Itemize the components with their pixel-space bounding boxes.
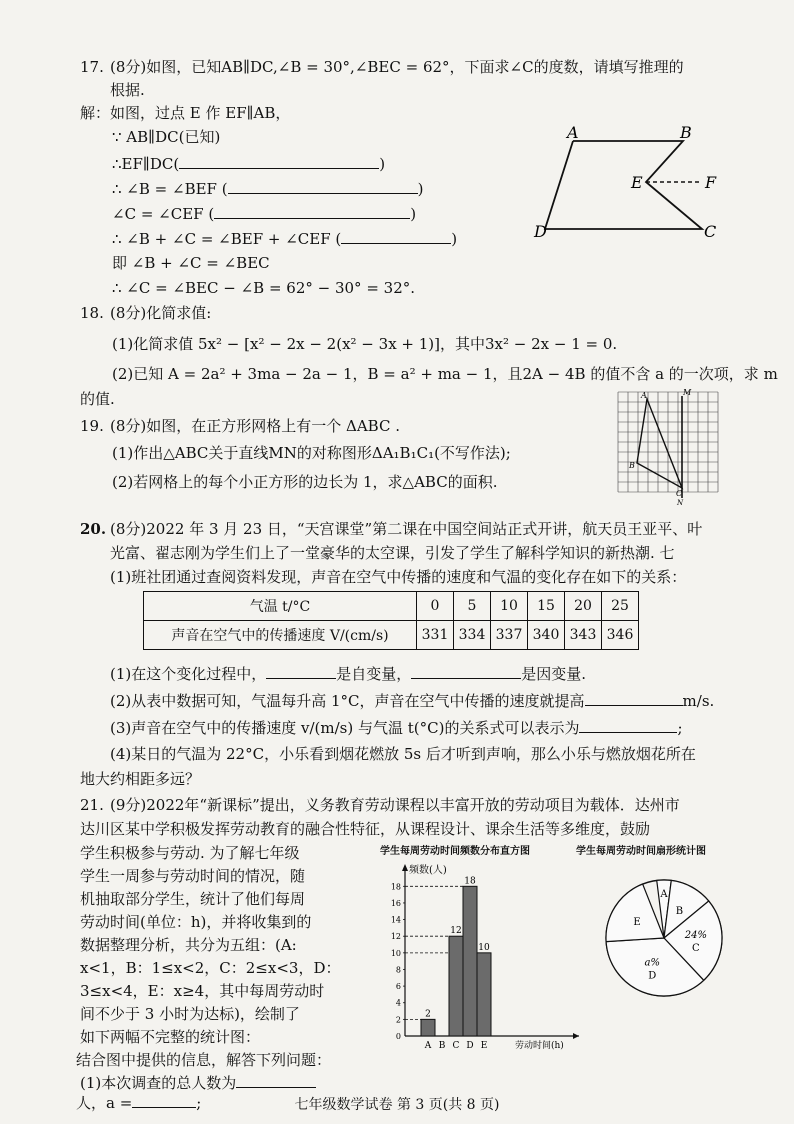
q17-label-b: B [680, 125, 692, 142]
q21-left-line-9: 如下两幅不完整的统计图： [80, 1028, 261, 1046]
q20-part1-blank-1[interactable] [266, 664, 336, 679]
pie-slice-E [606, 884, 664, 942]
y-tick-label: 10 [390, 948, 401, 958]
q17-step-4 [112, 204, 416, 224]
q19-part2: (2)若网格上的每个小正方形的边长为 1，求△ABC的面积. [112, 473, 498, 491]
q17-label-f: F [705, 173, 717, 192]
q17-step-4-text: ∠C = ∠CEF ( [112, 205, 215, 223]
q21-left-line-2: 学生一周参与劳动时间的情况，随 [80, 867, 306, 885]
q20-part1-blank-2[interactable] [411, 664, 521, 679]
y-axis-label: 频数(人) [409, 865, 447, 876]
q17-step-5 [112, 229, 457, 249]
q17-close-paren: ) [410, 205, 417, 223]
q21-question-1 [80, 1073, 316, 1093]
q19-label-m: M [683, 388, 692, 397]
q17-step-3 [112, 179, 423, 199]
q20-part2-blank[interactable] [585, 691, 683, 706]
y-tick-label: 4 [395, 998, 401, 1008]
q17-label-d: D [534, 222, 547, 240]
q21-q1-text: (1)本次调查的总人数为 [80, 1074, 237, 1092]
q20-intro: (8分)2022 年 3 月 23 日，“天宫课堂”第二课在中国空间站正式开讲，航天员王亚平、叶 [110, 520, 703, 538]
q17-step-5-text: ∴ ∠B + ∠C = ∠BEF + ∠CEF ( [112, 230, 342, 248]
q17-step-2-text: ∴EF∥DC( [112, 155, 180, 173]
q21-left-line-5: 数据整理分析，共分为五组：(A: [80, 936, 297, 954]
x-axis-label: 劳动时间(h) [515, 1041, 564, 1051]
bar-C [449, 936, 463, 1036]
q17-close-paren: ) [451, 230, 458, 248]
q17-label-c: C [704, 222, 717, 240]
x-tick-label: E [480, 1041, 488, 1051]
pie-slice-label: E [633, 916, 641, 928]
y-tick-label: 2 [395, 1015, 401, 1025]
q20-part3-text: (3)声音在空气中的传播速度 v/(m/s) 与气温 t(°C)的关系式可以表示为 [110, 719, 580, 737]
bar-A [421, 1019, 435, 1036]
q19-number: 19. [80, 417, 104, 435]
q20-part1 [110, 664, 586, 684]
q21-q1-text-b: 人，a = [76, 1094, 133, 1112]
q21-left-line-10: 结合图中提供的信息，解答下列问题： [76, 1051, 332, 1069]
q20-intro-2: 光富、翟志刚为学生们上了一堂豪华的太空课，引发了学生了解科学知识的新热潮. 七 [110, 544, 675, 562]
x-axis-arrow [573, 1033, 579, 1039]
q17-step-4-blank[interactable] [214, 204, 410, 219]
y-tick-label: 0 [395, 1032, 401, 1041]
bar-value-label: 18 [464, 876, 476, 887]
q17-step-5-blank[interactable] [341, 229, 451, 244]
q21-left-line-7: 3≤x<4，E：x≥4，其中每周劳动时 [80, 982, 325, 1000]
q19-triangle-abc [637, 399, 682, 488]
q19-grid [618, 392, 718, 492]
x-tick-label: B [438, 1041, 446, 1051]
q17-label-e: E [631, 173, 643, 192]
q20-part1-text-a: (1)在这个变化过程中， [110, 665, 267, 683]
table-header-temperature: 气温 t/°C [144, 592, 417, 621]
table-cell: 25 [602, 592, 639, 621]
q17-figure-outline [545, 141, 702, 229]
y-axis-arrow [402, 864, 408, 871]
q17-solution-intro: 解：如图，过点 E 作 EF∥AB， [80, 104, 291, 122]
q19-label-n: N [677, 499, 684, 506]
y-tick-label: 14 [390, 915, 401, 925]
table-cell: 337 [491, 621, 528, 650]
q18-part1: (1)化简求值 5x² − [x² − 2x − 2(x² − 3x + 1)]，其中3x² − 2x − 1 = 0. [112, 335, 618, 353]
q20-part2 [110, 691, 714, 711]
q20-number: 20. [80, 520, 107, 538]
q17-step-2 [112, 154, 385, 174]
q20-part3-end: ; [677, 719, 683, 737]
table-cell: 20 [565, 592, 602, 621]
q20-part2-text: (2)从表中数据可知，气温每升高 1°C，声音在空气中传播的速度就提高 [110, 692, 585, 710]
q20-part1-text-c: 是因变量. [521, 665, 587, 683]
q20-part4-cont: 地大约相距多远？ [80, 770, 201, 788]
q20-part2-unit: m/s. [682, 692, 715, 710]
q21-left-line-3: 机抽取部分学生，统计了他们每周 [80, 890, 306, 908]
q17-step-2-blank[interactable] [179, 154, 379, 169]
x-tick-label: C [452, 1041, 460, 1051]
q21-q1-blank-total[interactable] [236, 1073, 316, 1088]
page-footer: 七年级数学试卷 第 3 页(共 8 页) [294, 1097, 500, 1113]
q21-intro: (9分)2022年“新课标”提出，义务教育劳动课程以丰富开放的劳动项目为载体．达州市 [110, 796, 680, 814]
table-cell: 15 [528, 592, 565, 621]
q21-number: 21. [80, 796, 104, 814]
bar-value-label: 2 [425, 1009, 431, 1020]
y-tick-label: 8 [395, 965, 401, 975]
table-cell: 0 [417, 592, 454, 621]
bar-chart-title: 学生每周劳动时间频数分布直方图 [380, 846, 530, 857]
x-tick-label: D [466, 1041, 474, 1051]
x-tick-label: A [424, 1041, 432, 1051]
q21-left-line-8: 间不少于 3 小时为达标)，绘制了 [80, 1005, 300, 1023]
q17-close-paren: ) [379, 155, 386, 173]
q19-label-a: A [641, 391, 647, 400]
table-header-speed: 声音在空气中的传播速度 V/(cm/s) [144, 621, 417, 650]
q20-data-table [143, 591, 639, 650]
bar-E [477, 953, 491, 1036]
q21-left-line-4: 劳动时间(单位：h)，并将收集到的 [80, 913, 312, 931]
q17-step-7: ∴ ∠C = ∠BEC − ∠B = 62° − 30° = 32°. [112, 279, 416, 297]
q19-label-b: B [629, 461, 635, 470]
q18-part2: (2)已知 A = 2a² + 3ma − 2a − 1，B = a² + ma − 1，且2A − 4B 的值不含 a 的一次项，求 m [112, 365, 778, 383]
table-cell: 343 [565, 621, 602, 650]
q17-step-1: ∵ AB∥DC(已知) [112, 128, 221, 146]
table-cell: 346 [602, 621, 639, 650]
table-cell: 331 [417, 621, 454, 650]
table-cell: 334 [454, 621, 491, 650]
q20-part4: (4)某日的气温为 22°C，小乐看到烟花燃放 5s 后才听到声响，那么小乐与燃放烟花所在 [110, 745, 696, 763]
q19-label-c: C [676, 489, 683, 498]
q19-grid-figure [612, 386, 730, 506]
q17-step-6: 即 ∠B + ∠C = ∠BEC [112, 254, 270, 272]
pie-slice-label: B [675, 906, 684, 918]
q17-close-paren: ) [417, 180, 424, 198]
table-cell: 5 [454, 592, 491, 621]
table-row [144, 592, 639, 621]
q17-label-a: A [567, 125, 579, 142]
y-tick-label: 18 [390, 882, 401, 892]
q17-stem: (8分)如图，已知AB∥DC,∠B = 30°,∠BEC = 62°，下面求∠C的度数，请填写推理的 [110, 58, 684, 76]
q20-part3-blank[interactable] [579, 718, 677, 733]
q17-stem-cont: 根据. [110, 81, 145, 99]
q21-left-line-1: 学生积极参与劳动. 为了解七年级 [80, 844, 300, 862]
bar-chart [365, 860, 595, 1060]
q19-part1: (1)作出△ABC关于直线MN的对称图形ΔA₁B₁C₁(不写作法); [112, 444, 511, 462]
q19-title: (8分)如图，在正方形网格上有一个 ΔABC . [110, 417, 400, 435]
table-cell: 10 [491, 592, 528, 621]
q20-part1-text-b: 是自变量， [336, 665, 412, 683]
bar-chart-marks [421, 876, 491, 1036]
pie-slice-label: A [660, 888, 668, 900]
bar-value-label: 10 [478, 942, 490, 953]
pie-chart-marks [606, 880, 722, 996]
pie-chart-title: 学生每周劳动时间扇形统计图 [576, 846, 706, 857]
bar-D [463, 886, 477, 1036]
q17-step-3-blank[interactable] [228, 179, 418, 194]
y-tick-label: 16 [390, 898, 401, 908]
q21-intro-2: 达川区某中学积极发挥劳动教育的融合性特征，从课程设计、课余生活等多维度，鼓励 [80, 820, 651, 838]
q18-number: 18. [80, 304, 104, 322]
table-row [144, 621, 639, 650]
table-cell: 340 [528, 621, 565, 650]
bar-value-label: 12 [450, 926, 462, 937]
pie-slice-pct-label: a% [644, 957, 660, 969]
pie-slice-label: D [648, 970, 657, 982]
q17-number: 17. [80, 58, 104, 76]
pie-slice-pct-label: 24% [684, 930, 707, 942]
pie-slice-label: C [692, 943, 700, 955]
y-tick-label: 6 [395, 982, 401, 992]
pie-chart [600, 874, 730, 1004]
q18-part2-cont: 的值. [80, 390, 115, 408]
q21-q1-end: ; [196, 1094, 202, 1112]
q20-intro-3: (1)班社团通过查阅资料发现，声音在空气中传播的速度和气温的变化存在如下的关系： [110, 568, 687, 586]
q17-figure [528, 125, 728, 240]
q17-step-3-text: ∴ ∠B = ∠BEF ( [112, 180, 228, 198]
q20-part3 [110, 718, 683, 738]
q18-title: (8分)化简求值: [110, 304, 212, 322]
y-tick-label: 12 [390, 932, 401, 942]
q21-left-line-6: x<1，B：1≤x<2，C：2≤x<3，D： [80, 959, 341, 977]
